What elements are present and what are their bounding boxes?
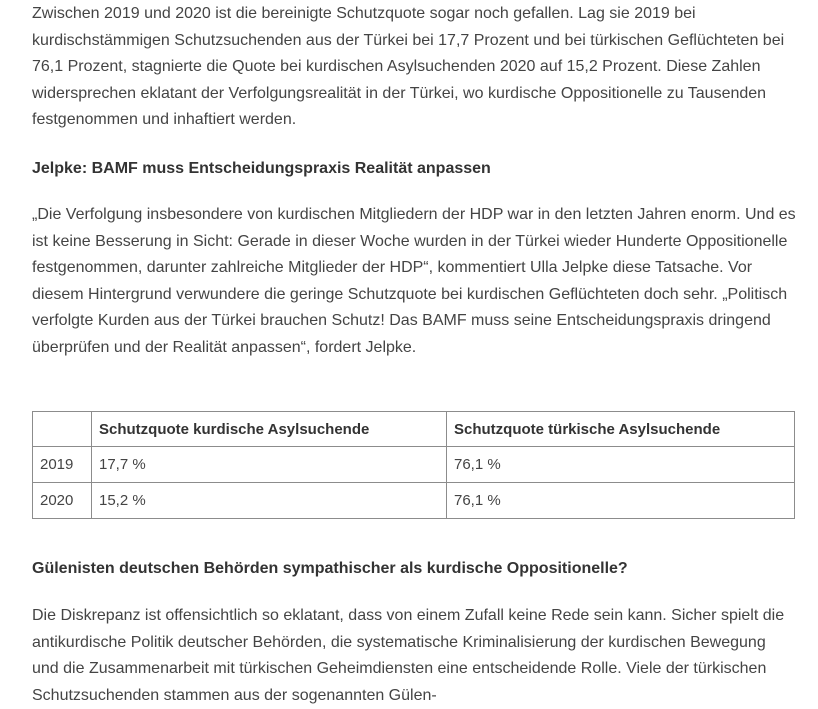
table-cell-kurdish-rate: 15,2 % [92, 483, 447, 519]
table-cell-kurdish-rate: 17,7 % [92, 447, 447, 483]
paragraph-discrepancy: Die Diskrepanz ist offensichtlich so eklatant, dass von einem Zufall keine Rede sein kann. Sicher spielt die antikurdische Politik deutscher Behörden, die systematische Kriminalisierung der kurdischen Bewegung und die Zusammenarbeit mit türkischen Geheimdiensten eine entscheidende Rolle. Viele der türkischen Schutzsuchenden stammen aus der sogenannten Gülen- [32, 607, 785, 704]
table-header-row [33, 412, 795, 447]
paragraph-jelpke-quote: „Die Verfolgung insbesondere von kurdischen Mitgliedern der HDP war in den letzten Jahren enorm. Und es ist keine Besserung in Sicht: Gerade in dieser Woche wurden in der Türkei wieder Hunderte Oppositionelle festgenommen, darunter zahlreiche Mitglieder der HDP“, kommentiert Ulla Jelpke diese Tatsache. Vor diesem Hintergrund verwundere die geringe Schutzquote bei kurdischen Geflüchteten doch sehr. „Politisch verfolgte Kurden aus der Türkei brauchen Schutz! Das BAMF muss seine Entscheidungspraxis dringend überprüfen und der Realität anpassen“, fordert Jelpke. [32, 206, 796, 356]
table-header-year [33, 412, 92, 447]
table-row [33, 483, 795, 519]
table-header-kurdish: Schutzquote kurdische Asylsuchende [92, 412, 447, 447]
table-header-turkish: Schutzquote türkische Asylsuchende [447, 412, 795, 447]
protection-rate-table [32, 411, 795, 519]
table-cell-year: 2019 [33, 447, 92, 483]
table-cell-turkish-rate: 76,1 % [447, 483, 795, 519]
table-row [33, 447, 795, 483]
table-cell-turkish-rate: 76,1 % [447, 447, 795, 483]
table-cell-year: 2020 [33, 483, 92, 519]
paragraph-protection-rate: Zwischen 2019 und 2020 ist die bereinigte Schutzquote sogar noch gefallen. Lag sie 2019 bei kurdischstämmigen Schutzsuchenden aus der Türkei bei 17,7 Prozent und bei türkischen Geflüchteten bei 76,1 Prozent, stagnierte die Quote bei kurdischen Asylsuchenden 2020 auf 15,2 Prozent. Diese Zahlen widersprechen eklatant der Verfolgungsrealität in der Türkei, wo kurdische Oppositionelle zu Tausenden festgenommen und inhaftiert werden. [32, 5, 785, 128]
section-heading-jelpke: Jelpke: BAMF muss Entscheidungspraxis Realität anpassen [32, 160, 491, 177]
section-heading-gulenists: Gülenisten deutschen Behörden sympathischer als kurdische Oppositionelle? [32, 560, 628, 577]
